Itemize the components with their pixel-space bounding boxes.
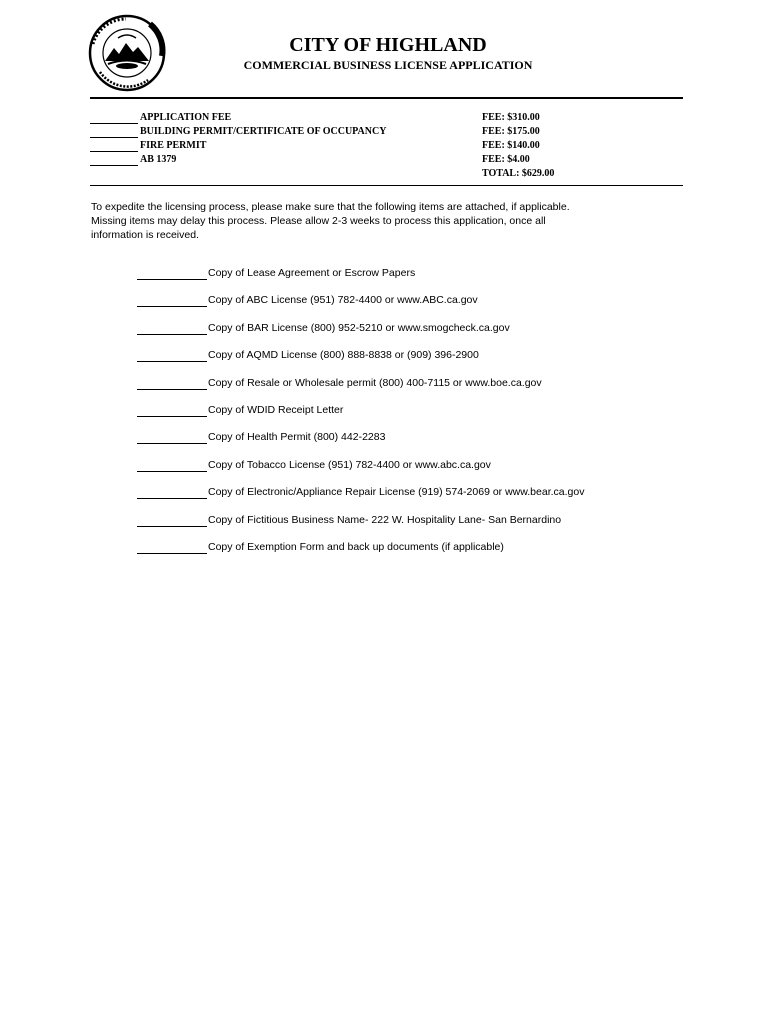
checklist-item (137, 320, 697, 347)
checklist-item-label: Copy of BAR License (800) 952-5210 or www.smogcheck.ca.gov (208, 321, 510, 334)
checklist-item (137, 402, 697, 429)
fee-amount: FEE: $4.00 (482, 154, 530, 165)
checklist-blank[interactable] (137, 541, 207, 554)
checklist-item (137, 539, 697, 566)
fee-row (90, 125, 683, 139)
fee-amount: FEE: $140.00 (482, 140, 540, 151)
fee-check-blank[interactable] (90, 111, 138, 124)
checklist-blank[interactable] (137, 294, 207, 307)
checklist-item-label: Copy of Lease Agreement or Escrow Papers (208, 267, 416, 279)
checklist-item (137, 347, 697, 374)
fee-total-row (90, 167, 683, 181)
checklist-item-label: Copy of ABC License (951) 782-4400 or www.ABC.ca.gov (208, 294, 478, 307)
checklist-item (137, 512, 697, 539)
instructions-paragraph: To expedite the licensing process, please make sure that the following items are attached, if applicable. Missing items may delay this process. Please allow 2-3 weeks to process this application, once all information is received. (91, 201, 570, 241)
fee-row (90, 111, 683, 125)
fee-label: APPLICATION FEE (140, 112, 232, 123)
fee-check-blank[interactable] (90, 139, 138, 152)
checklist-item (137, 429, 697, 456)
checklist-blank[interactable] (137, 431, 207, 444)
fee-amount: FEE: $310.00 (482, 112, 540, 123)
fee-total: TOTAL: $629.00 (482, 168, 555, 179)
fee-amount: FEE: $175.00 (482, 126, 540, 137)
fee-row (90, 139, 683, 153)
checklist-item (137, 292, 697, 319)
city-seal-icon (88, 14, 166, 92)
checklist-blank[interactable] (137, 486, 207, 499)
checklist-item-label: Copy of AQMD License (800) 888-8838 or (909) 396-2900 (208, 349, 479, 362)
document-checklist (137, 265, 697, 566)
checklist-item-label: Copy of Health Permit (800) 442-2283 (208, 431, 386, 444)
fees-divider (90, 185, 683, 186)
fee-label: AB 1379 (140, 154, 177, 165)
header-divider (90, 97, 683, 99)
checklist-blank[interactable] (137, 322, 207, 335)
checklist-item-label: Copy of Resale or Wholesale permit (800) 400-7115 or www.boe.ca.gov (208, 376, 542, 389)
fee-label: FIRE PERMIT (140, 140, 207, 151)
checklist-item-label: Copy of Electronic/Appliance Repair License (919) 574-2069 or www.bear.ca.gov (208, 486, 585, 499)
checklist-item (137, 484, 697, 511)
fee-check-blank[interactable] (90, 153, 138, 166)
checklist-item-label: Copy of Tobacco License (951) 782-4400 or www.abc.ca.gov (208, 458, 491, 471)
checklist-blank[interactable] (137, 349, 207, 362)
page-subtitle: COMMERCIAL BUSINESS LICENSE APPLICATION (243, 58, 533, 72)
page-title: CITY OF HIGHLAND (289, 34, 487, 56)
fee-check-blank[interactable] (90, 125, 138, 138)
checklist-item (137, 375, 697, 402)
checklist-blank[interactable] (137, 267, 207, 280)
checklist-item-label: Copy of Exemption Form and back up documents (if applicable) (208, 540, 504, 553)
checklist-blank[interactable] (137, 404, 207, 417)
checklist-item (137, 265, 697, 292)
fee-label: BUILDING PERMIT/CERTIFICATE OF OCCUPANCY (140, 126, 387, 137)
checklist-item-label: Copy of WDID Receipt Letter (208, 403, 344, 416)
checklist-blank[interactable] (137, 377, 207, 390)
checklist-blank[interactable] (137, 514, 207, 527)
checklist-item-label: Copy of Fictitious Business Name- 222 W. Hospitality Lane- San Bernardino (208, 513, 562, 526)
checklist-blank[interactable] (137, 459, 207, 472)
checklist-item (137, 457, 697, 484)
fee-row (90, 153, 683, 167)
